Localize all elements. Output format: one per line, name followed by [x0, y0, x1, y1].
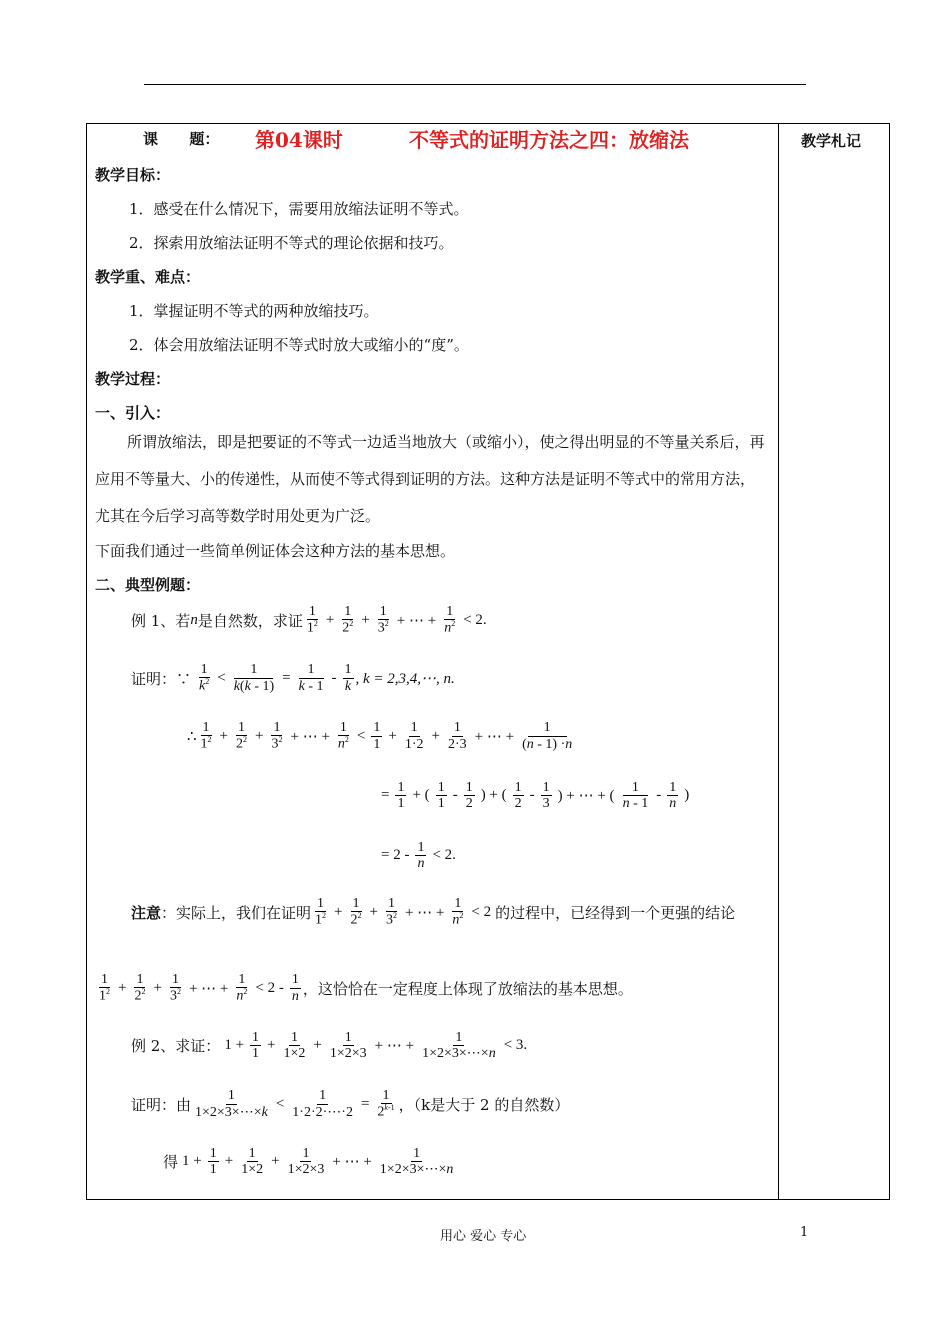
lesson-topic: 不等式的证明方法之四：放缩法: [409, 128, 689, 152]
intro-paragraph: 所谓放缩法，即是把要证的不等式一边适当地放大（或缩小），使之得出明显的不等量关系后，再应用不等量大、小的传递性，从而使不等式得到证明的方法。这种方法是证明不等式中的常用方法，尤其在今后学习高等数学时用处更为广泛。: [95, 433, 765, 525]
note-label: 注意: [131, 903, 162, 922]
examples-heading: 二、典型例题：: [95, 576, 201, 594]
note-text-3: ，这恰恰在一定程度上体现了放缩法的基本思想。: [302, 979, 633, 998]
example-1-mid: 是自然数，求证: [197, 611, 303, 630]
goals-heading: 教学目标：: [95, 166, 171, 184]
note-text-2: 的过程中，已经得到一个更强的结论: [495, 903, 736, 922]
title-label: 课 题：: [143, 130, 220, 148]
footer-motto: 用心 爱心 专心: [440, 1229, 527, 1244]
page-number: 1: [800, 1225, 809, 1240]
process-heading: 教学过程：: [95, 370, 171, 388]
example-2-proof-line-1: 证明：由 $\frac{1}{1\times 2\times 3\times\cdots\times k}$ < $\frac{1}{1\cdot 2\cdot 2\cdot\cdots\cdot 2}$ = $\frac{1}{2^{k-1}}$ ，（k是大于 2 的自然数）: [131, 1088, 570, 1121]
notes-column-header: 教学札记: [801, 132, 862, 150]
example-1-statement: 例 1、若 n 是自然数，求证 $\frac{1}{1^2}$ + $\frac{1}{2^2}$ + $\frac{1}{3^2}$ + ⋯ + $\frac{1}{n^2}$ < 2.: [131, 604, 487, 637]
note-text-1: ：实际上，我们在证明: [161, 903, 312, 922]
example-1-proof-label: 证明：∵: [131, 669, 192, 688]
lesson-table: [86, 123, 890, 1200]
intro-paragraph-2: 下面我们通过一些简单例证体会这种方法的基本思想。: [95, 542, 456, 560]
example-2-proof-line-2: 得 1 + $\frac{1}{1}$ + $\frac{1}{1\times 2}$ + $\frac{1}{1\times 2\times 3}$ + ⋯ + $\frac{1}{1\times 2\times 3\times\cdots\times n}$: [163, 1146, 454, 1178]
example-2-statement: 例 2、求证： 1 + $\frac{1}{1}$ + $\frac{1}{1\times 2}$ + $\frac{1}{1\times 2\times 3}$ + ⋯ + $\frac{1}{1\times 2\times 3\times\cdots\times n}$ < 3.: [131, 1030, 528, 1062]
example-2-proof-label: 证明：由: [131, 1095, 192, 1114]
goal-1: 1．感受在什么情况下，需要用放缩法证明不等式。: [129, 200, 469, 218]
example-1-prefix: 例 1、若: [131, 611, 191, 630]
header-rule: [144, 84, 806, 85]
therefore-symbol: ∴: [187, 727, 197, 746]
column-divider: [778, 124, 779, 1199]
k-range: , k = 2,3,4,⋯, n.: [355, 670, 455, 687]
example-1-stronger-result: $\frac{1}{1^2}$ + $\frac{1}{2^2}$ + $\frac{1}{3^2}$ + ⋯ + $\frac{1}{n^2}$ < 2 - $\frac{1}{n}$ ，这恰恰在一定程度上体现了放缩法的基本思想。: [99, 972, 633, 1005]
example-1-proof-line-2: ∴ $\frac{1}{1^2}$ + $\frac{1}{2^2}$ + $\frac{1}{3^2}$ + ⋯ + $\frac{1}{n^2}$ < $\frac{1}{1}$ + $\frac{1}{1\cdot 2}$ + $\frac{1}{2\cdot 3}$ + ⋯ + $\frac{1}{(n - 1) \cdot n}$: [187, 720, 573, 753]
example-1-note: 注意 ：实际上，我们在证明 $\frac{1}{1^2}$ + $\frac{1}{2^2}$ + $\frac{1}{3^2}$ + ⋯ + $\frac{1}{n^2}$ < 2 的过程中，已经得到一个更强的结论: [131, 896, 736, 929]
example-2-condition: ，（k是大于 2 的自然数）: [398, 1095, 570, 1114]
goal-2: 2．探索用放缩法证明不等式的理论依据和技巧。: [129, 234, 454, 252]
intro-heading: 一、引入：: [95, 404, 171, 422]
example-1-proof-line-3: = $\frac{1}{1}$ + ( $\frac{1}{1}$ - $\frac{1}{2}$ ) + ( $\frac{1}{2}$ - $\frac{1}{3}$ ) + ⋯ + ( $\frac{1}{n - 1}$ - $\frac{1}{n}$ ): [381, 780, 690, 812]
title-row: [143, 128, 219, 149]
example-1-var: n: [190, 611, 198, 628]
key-points-heading: 教学重、难点：: [95, 268, 201, 286]
key-point-2: 2．体会用放缩法证明不等式时放大或缩小的“度”。: [129, 336, 469, 354]
key-point-1: 1．掌握证明不等式的两种放缩技巧。: [129, 302, 379, 320]
example-1-proof-line-1: 证明：∵ $\frac{1}{k^2}$ < $\frac{1}{k(k - 1)}$ = $\frac{1}{k - 1}$ - $\frac{1}{k}$ , k = 2,3,4,⋯, n.: [131, 662, 455, 695]
example-1-proof-line-4: = 2 - $\frac{1}{n}$ < 2.: [381, 840, 456, 872]
example-2-prefix: 例 2、求证：: [131, 1037, 221, 1056]
example-2-get: 得: [163, 1153, 179, 1172]
lesson-number: 第04课时: [255, 128, 343, 152]
